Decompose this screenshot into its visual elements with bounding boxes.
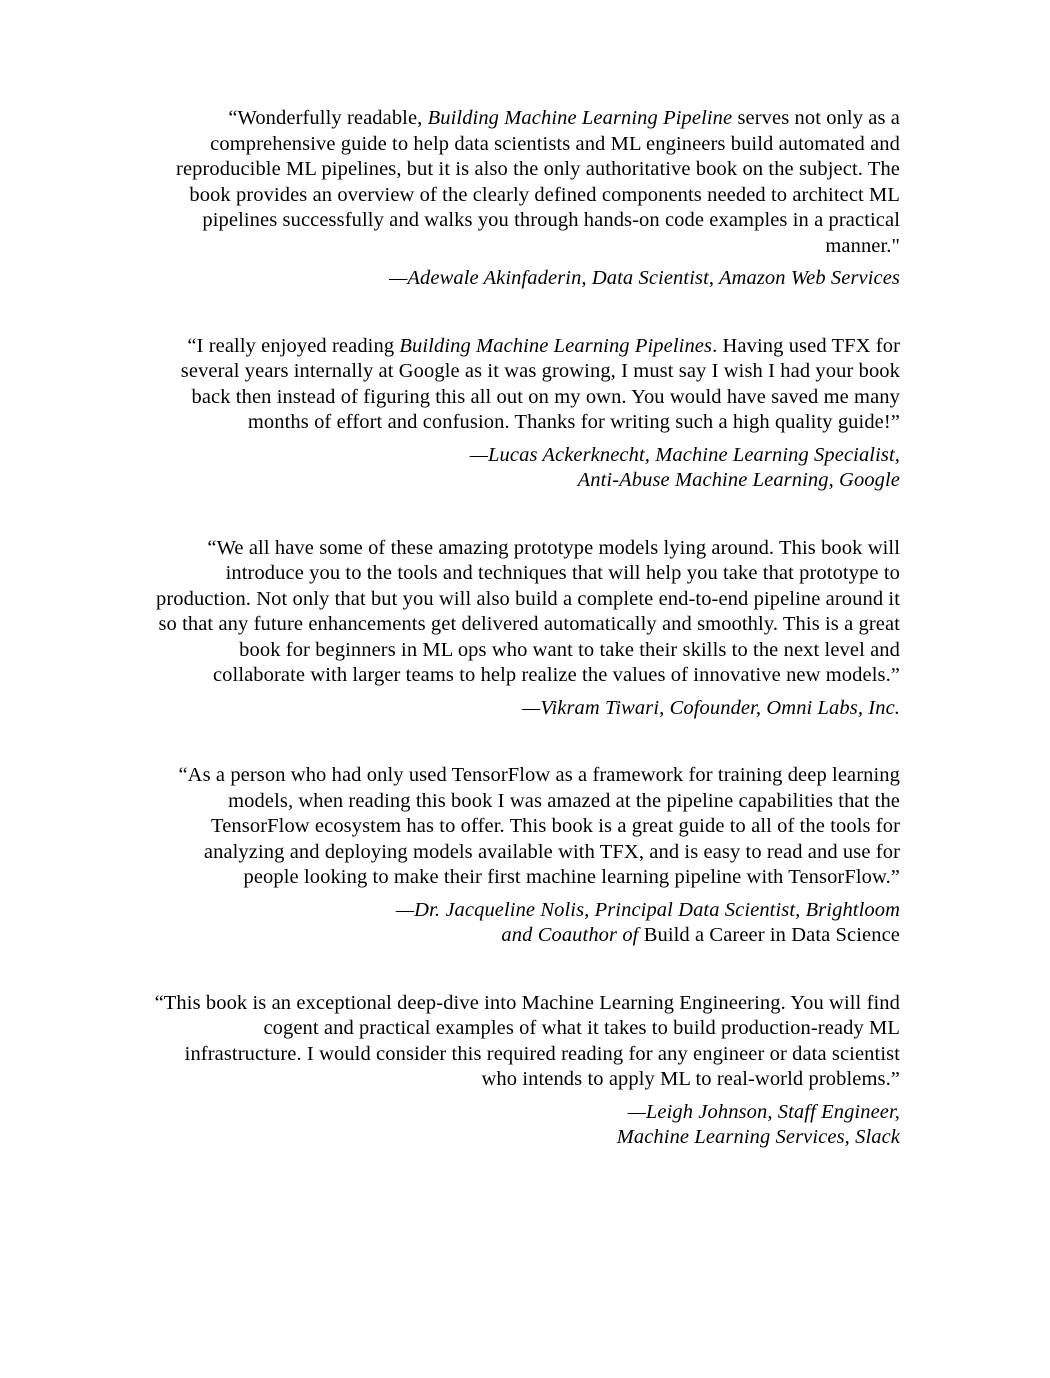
quote-text <box>150 106 900 259</box>
attribution-line <box>150 1100 900 1126</box>
attribution-text: Anti-Abuse Machine Learning, Google <box>577 469 900 491</box>
quote-attribution <box>150 266 900 292</box>
quote-segment: “I really enjoyed reading <box>187 334 400 357</box>
attribution-text: —Adewale Akinfaderin, Data Scientist, Amazon Web Services <box>389 267 900 289</box>
attribution-line <box>150 1125 900 1151</box>
praise-quotes-list <box>150 0 900 1151</box>
quote-segment: “This book is an exceptional deep-dive into Machine Learning Engineering. You will find cogent and practical examples of what it takes to build production-ready ML infrastructure. I would consider this required reading for any engineer or data scientist who intends to apply ML to real-world problems.” <box>154 991 900 1090</box>
testimonial-block <box>150 991 900 1151</box>
testimonial-block <box>150 334 900 494</box>
quote-text <box>150 334 900 436</box>
quote-attribution <box>150 1100 900 1151</box>
attribution-line <box>150 898 900 924</box>
attribution-line <box>150 923 900 949</box>
attribution-text: —Leigh Johnson, Staff Engineer, <box>627 1100 900 1123</box>
attribution-line <box>150 696 900 722</box>
attribution-line <box>150 468 900 494</box>
quote-attribution <box>150 898 900 949</box>
attribution-text: Machine Learning Services, Slack <box>616 1126 900 1148</box>
quote-text <box>150 536 900 689</box>
attribution-text: and Coauthor of <box>501 924 644 946</box>
book-title-italic: Building Machine Learning Pipelines <box>399 334 713 357</box>
testimonial-block <box>150 763 900 949</box>
testimonial-block <box>150 536 900 722</box>
attribution-text: —Dr. Jacqueline Nolis, Principal Data Scientist, Brightloom <box>395 898 900 921</box>
quote-segment: “We all have some of these amazing prototype models lying around. This book will introduce you to the tools and techniques that will help you take that prototype to production. Not only that but you will also build a complete end-to-end pipeline around it so that any future enhancements get delivered automatically and smoothly. This is a great book for beginners in ML ops who want to take their skills to the next level and collaborate with larger teams to help realize the values of innovative new models.” <box>155 536 900 686</box>
quote-segment: “Wonderfully readable, <box>228 107 428 129</box>
cited-book-title: Build a Career in Data Science <box>643 924 900 946</box>
quote-segment: “As a person who had only used TensorFlow as a framework for training deep learning models, when reading this book I was amazed at the pipeline capabilities that the TensorFlow ecosystem has to offer. This book is a great guide to all of the tools for analyzing and deploying models available with TFX, and is easy to read and use for people looking to make their first machine learning pipeline with TensorFlow.” <box>178 764 900 888</box>
attribution-text: —Lucas Ackerknecht, Machine Learning Specialist, <box>469 443 900 466</box>
quote-text <box>150 763 900 891</box>
quote-attribution <box>150 443 900 494</box>
attribution-line <box>150 443 900 469</box>
quote-text <box>150 991 900 1093</box>
quote-segment: serves not only as a comprehensive guide to help data scientists and ML engineers build automated and reproducible ML pipelines, but it is also the only authoritative book on the subject. The book provides an overview of the clearly defined components needed to architect ML pipelines successfully and walks you through hands-on code examples in a practical manner." <box>176 107 900 257</box>
book-title-italic: Building Machine Learning Pipeline <box>427 107 733 129</box>
testimonial-block <box>150 106 900 292</box>
attribution-line <box>150 266 900 292</box>
attribution-text: —Vikram Tiwari, Cofounder, Omni Labs, Inc. <box>522 696 900 719</box>
quote-segment: . Having used TFX for several years internally at Google as it was growing, I must say I wish I had your book back then instead of figuring this all out on my own. You would have saved me many months of effort and confusion. Thanks for writing such a high quality guide!” <box>180 334 900 433</box>
quote-attribution <box>150 696 900 722</box>
